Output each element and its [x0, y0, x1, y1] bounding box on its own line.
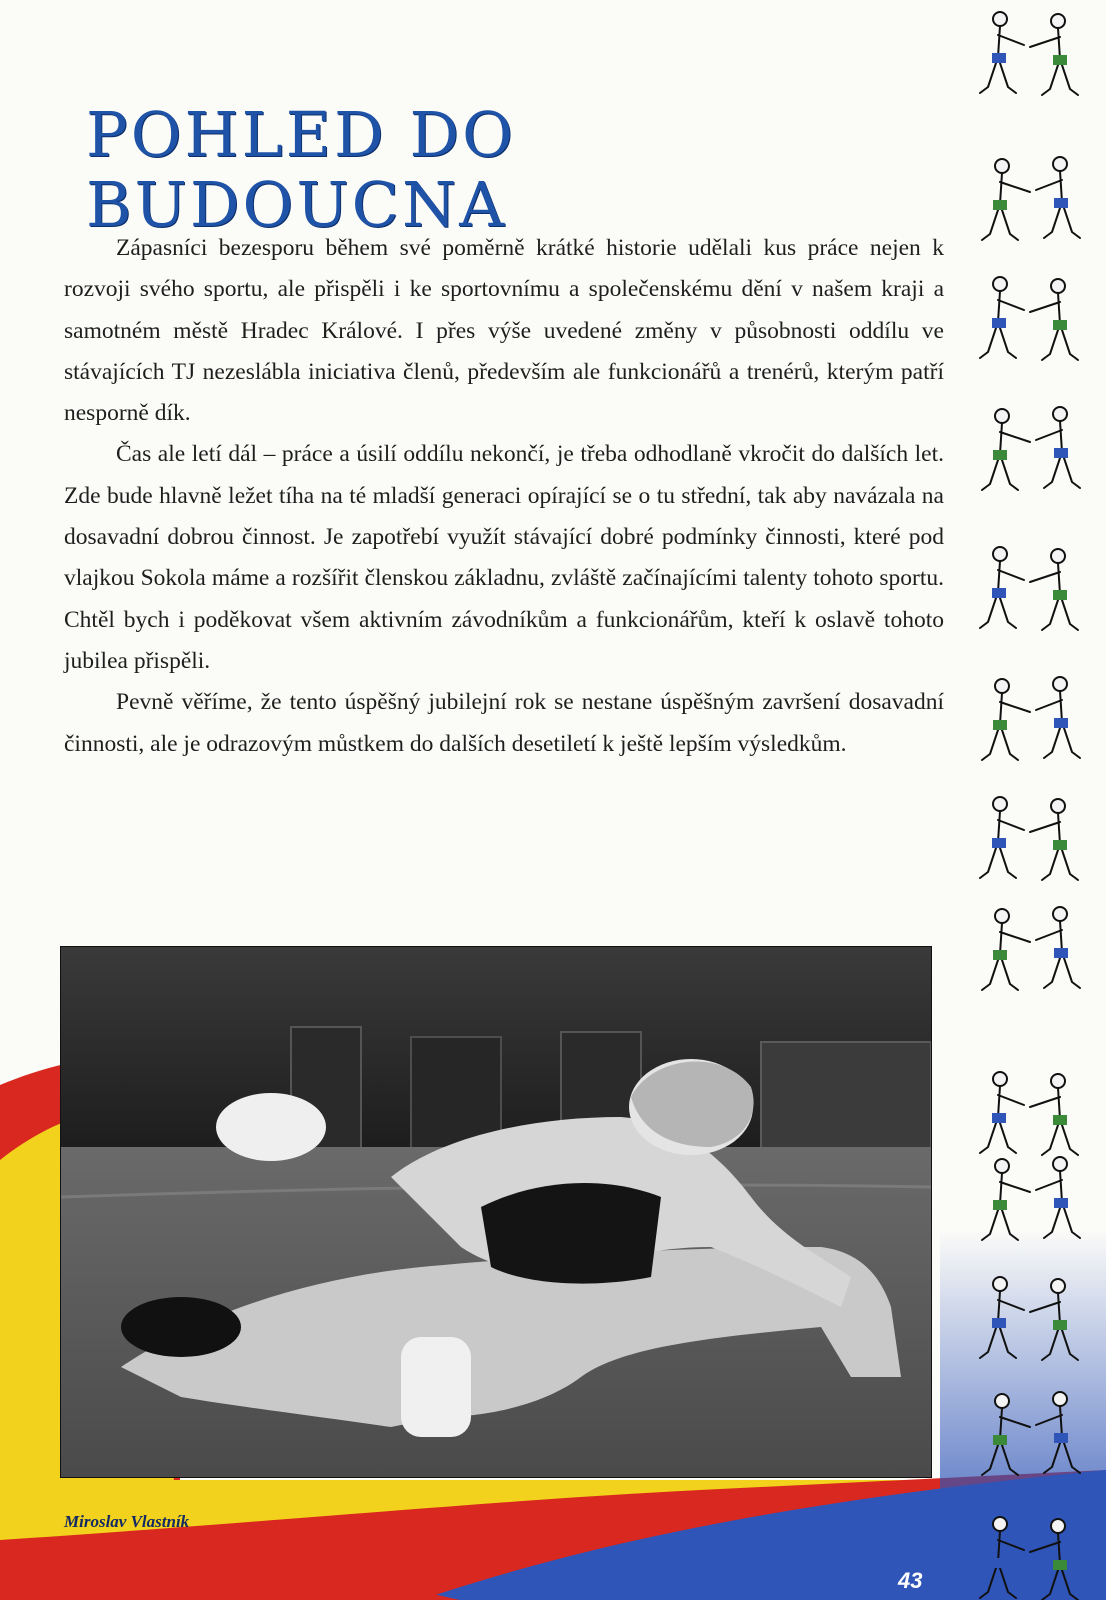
wrestler-pair-icon	[966, 400, 1094, 500]
wrestler-pair-icon	[966, 670, 1094, 770]
wrestler-pair-icon	[966, 1385, 1094, 1485]
paragraph-1: Zápasníci bezesporu během své poměrně krátké historie udělali kus práce nejen k rozvoji svého sportu, ale přispěli i ke sportovnímu a společenskému dění v našem kraji a samotném městě Hradec Králové. I přes výše uvedené změny v působnosti oddílu ve stávajících TJ nezeslábla iniciativa členů, především ale funkcionářů a trenérů, kterým patří nesporně dík.	[64, 235, 944, 427]
article-body	[64, 228, 944, 765]
wrestler-pair-icon	[966, 900, 1094, 1000]
wrestler-pair-icon	[966, 150, 1094, 250]
wrestler-pair-icon	[966, 790, 1094, 890]
wrestler-pair-icon	[966, 1270, 1094, 1370]
page-title: POHLED DO BUDOUCNA	[86, 98, 516, 241]
wrestler-pair-icon	[966, 1510, 1094, 1600]
wrestling-figures-strip	[966, 0, 1106, 1600]
wrestler-pair-icon	[966, 540, 1094, 640]
wrestler-pair-icon	[966, 270, 1094, 370]
paragraph-2: Čas ale letí dál – práce a úsilí oddílu nekončí, je třeba odhodlaně vkročit do dalších let. Zde bude hlavně ležet tíha na té mladší generaci opírající se o tu střední, tak aby navázala na dosavadní dobrou činnost. Je zapotřebí využít stávající dobré podmínky činnosti, které pod vlajkou Sokola máme a rozšířit členskou základnu, zvláště začínajícími talenty tohoto sportu. Chtěl bych i poděkovat všem aktivním závodníkům a funkcionářům, kteří k oslavě tohoto jubilea přispěli.	[64, 441, 944, 674]
page-number: 43	[898, 1568, 923, 1593]
wrestler-pair-icon	[966, 1150, 1094, 1250]
wrestling-photo	[60, 946, 932, 1478]
wrestler-pair-icon	[966, 5, 1094, 105]
photo-caption: Miroslav Vlastník	[64, 1512, 190, 1531]
paragraph-3: Pevně věříme, že tento úspěšný jubilejní rok se nestane úspěšným završení dosavadní činnosti, ale je odrazovým můstkem do dalších desetiletí k ještě lepším výsledkům.	[64, 689, 944, 757]
